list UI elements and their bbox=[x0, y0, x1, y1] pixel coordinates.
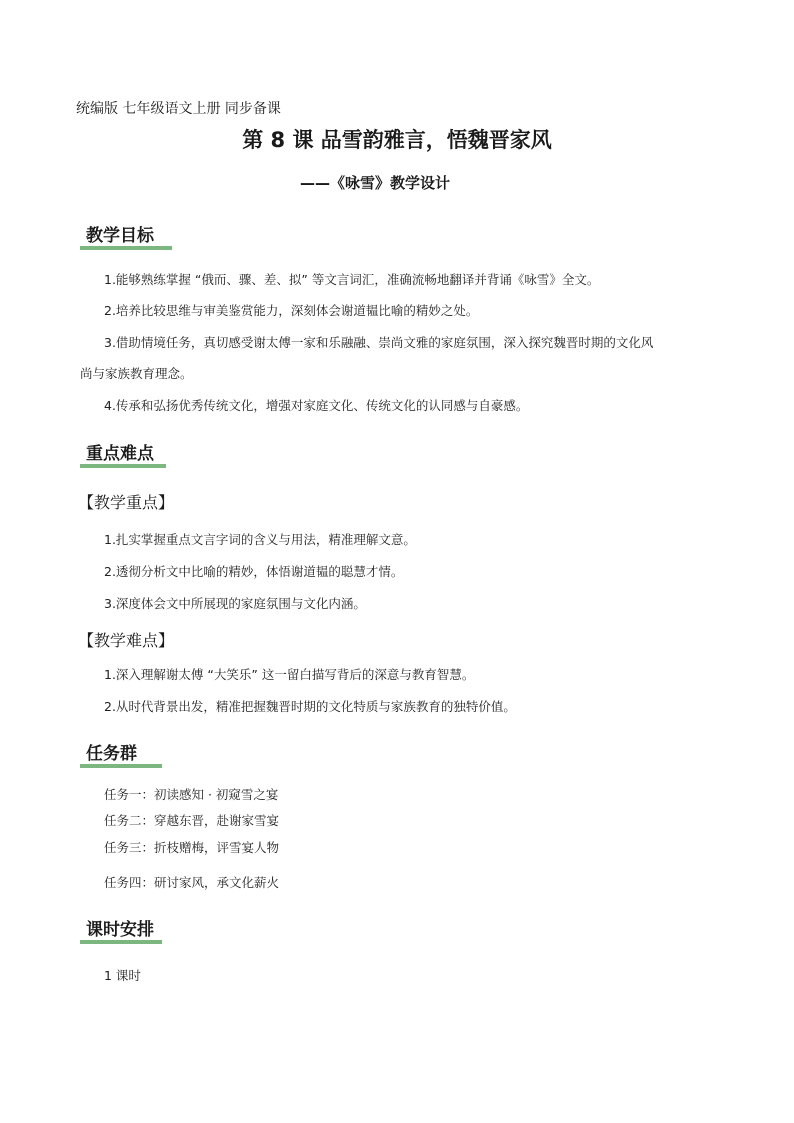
section-keypoints-label: 重点难点 bbox=[86, 444, 154, 464]
task-item-2: 任务二：穿越东晋，赴谢家雪宴 bbox=[104, 813, 280, 828]
objective-item-2: 2.培养比较思维与审美鉴赏能力，深刻体会谢道韫比喻的精妙之处。 bbox=[104, 303, 479, 318]
schedule-value: 1 课时 bbox=[104, 968, 141, 983]
section-objectives-label: 教学目标 bbox=[86, 226, 154, 246]
task-item-4: 任务四：研讨家风，承文化薪火 bbox=[104, 875, 280, 890]
focus-heading: 【教学重点】 bbox=[78, 493, 175, 512]
focus-item-1: 1.扎实掌握重点文言字词的含义与用法，精准理解文意。 bbox=[104, 532, 416, 547]
objective-item-1: 1.能够熟练掌握 “俄而、骤、差、拟” 等文言词汇，准确流畅地翻译并背诵《咏雪》全文。 bbox=[104, 272, 600, 287]
difficulty-heading: 【教学难点】 bbox=[78, 631, 175, 650]
page-title: 第 8 课 品雪韵雅言，悟魏晋家风 bbox=[242, 128, 552, 152]
section-keypoints-heading bbox=[80, 442, 154, 466]
heading-underline-bar bbox=[80, 764, 162, 768]
section-tasks-label: 任务群 bbox=[86, 744, 137, 764]
series-label: 统编版 七年级语文上册 同步备课 bbox=[76, 101, 281, 117]
heading-underline-bar bbox=[80, 246, 172, 250]
focus-item-2: 2.透彻分析文中比喻的精妙，体悟谢道韫的聪慧才情。 bbox=[104, 564, 404, 579]
page-subtitle: ——《咏雪》教学设计 bbox=[300, 174, 451, 192]
task-item-1: 任务一：初读感知 · 初窥雪之宴 bbox=[104, 787, 279, 802]
heading-underline-bar bbox=[80, 464, 166, 468]
section-schedule-label: 课时安排 bbox=[86, 920, 154, 940]
section-schedule-heading bbox=[80, 918, 154, 942]
section-tasks-heading bbox=[80, 742, 137, 766]
task-item-3: 任务三：折枝赠梅，评雪宴人物 bbox=[104, 840, 280, 855]
objective-item-3: 3.借助情境任务，真切感受谢太傅一家和乐融融、崇尚文雅的家庭氛围，深入探究魏晋时期的文化风 bbox=[104, 335, 654, 350]
difficulty-item-1: 1.深入理解谢太傅 “大笑乐” 这一留白描写背后的深意与教育智慧。 bbox=[104, 667, 475, 682]
objective-item-3-cont: 尚与家族教育理念。 bbox=[80, 366, 193, 381]
focus-item-3: 3.深度体会文中所展现的家庭氛围与文化内涵。 bbox=[104, 596, 366, 611]
objective-item-4: 4.传承和弘扬优秀传统文化，增强对家庭文化、传统文化的认同感与自豪感。 bbox=[104, 398, 529, 413]
section-objectives-heading bbox=[80, 224, 154, 248]
difficulty-item-2: 2.从时代背景出发，精准把握魏晋时期的文化特质与家族教育的独特价值。 bbox=[104, 699, 516, 714]
heading-underline-bar bbox=[80, 940, 162, 944]
